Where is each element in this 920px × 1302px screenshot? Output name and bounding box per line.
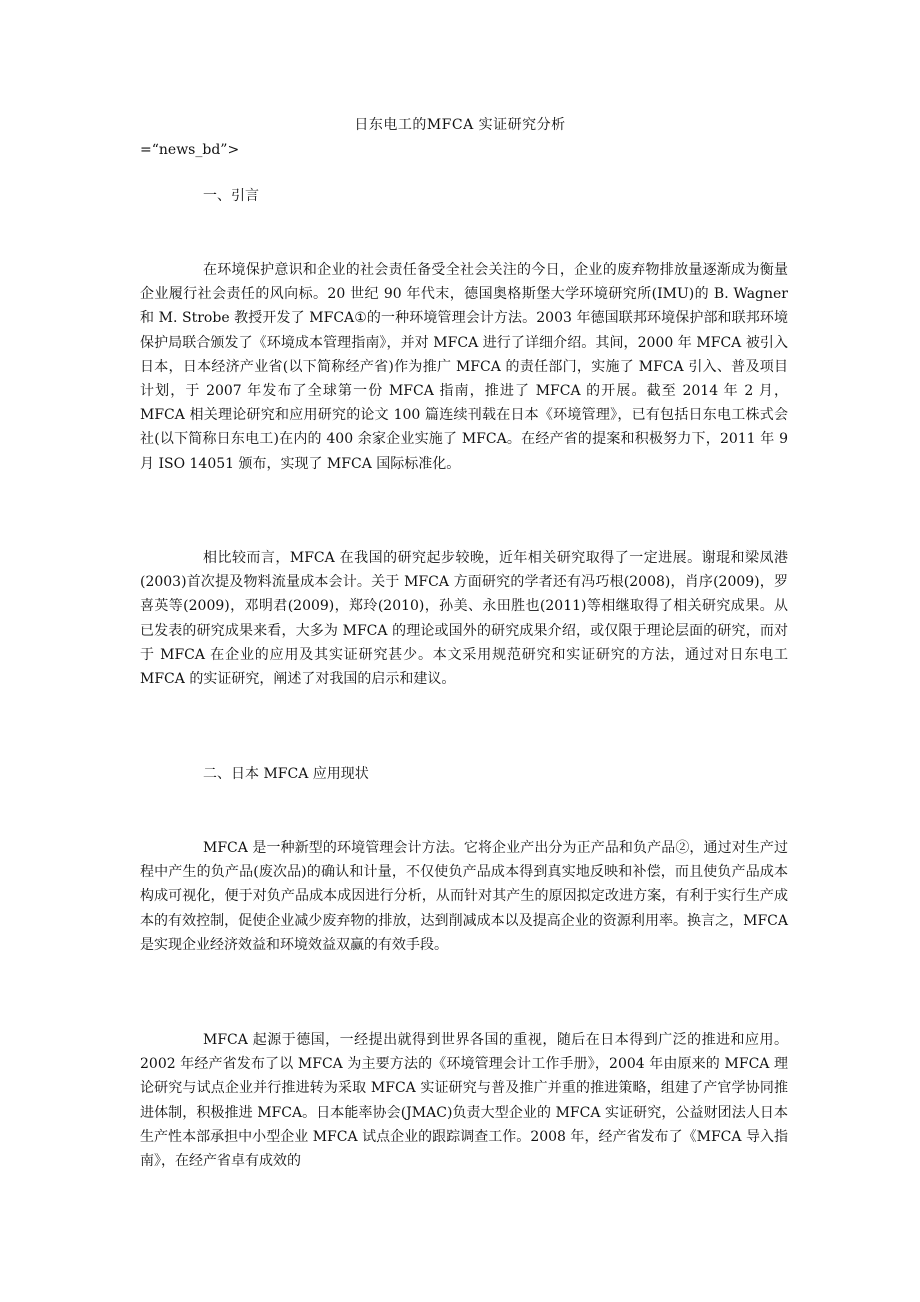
paragraph: MFCA 是一种新型的环境管理会计方法。它将企业产出分为正产品和负产品②，通过对生产过程中产生的负产品(废次品)的确认和计量，不仅使负产品成本得到真实地反映和补偿，而且使负产品成本构成可视化，便于对负产品成本成因进行分析，从而针对其产生的原因拟定改进方案，有利于实行生产成本的有效控制，促使企业减少废弃物的排放，达到削减成本以及提高企业的资源利用率。换言之，MFCA 是实现企业经济效益和环境效益双赢的有效手段。 — [140, 840, 788, 953]
html-artifact-text: =“news_bd”> — [140, 142, 240, 158]
paragraph: 在环境保护意识和企业的社会责任备受全社会关注的今日，企业的废弃物排放量逐渐成为衡量企业履行社会责任的风向标。20 世纪 90 年代末，德国奥格斯堡大学环境研究所(IMU)的 B. Wagner 和 M. Strobe 教授开发了 MFCA①的一种环境管理会计方法。2003 年德国联邦环境保护部和联邦环境保护局联合颁发了《环境成本管理指南》，并对 MFCA 进行了详细介绍。其间，2000 年 MFCA 被引入日本，日本经济产业省(以下简称经产省)作为推广 MFCA 的责任部门，实施了 MFCA 引入、普及项目计划，于 2007 年发布了全球第一份 MFCA 指南，推进了 MFCA 的开展。截至 2014 年 2 月，MFCA 相关理论研究和应用研究的论文 100 篇连续刊载在日本《环境管理》，已有包括日东电工株式会社(以下简称日东电工)在内的 400 余家企业实施了 MFCA。在经产省的提案和积极努力下，2011 年 9 月 ISO 14051 颁布，实现了 MFCA 国际标准化。 — [140, 262, 788, 472]
paragraph: 相比较而言，MFCA 在我国的研究起步较晚，近年相关研究取得了一定进展。谢琨和梁凤港(2003)首次提及物料流量成本会计。关于 MFCA 方面研究的学者还有冯巧根(2008)，肖序(2009)，罗喜英等(2009)，邓明君(2009)，郑玲(2010)，孙美、永田胜也(2011)等相继取得了相关研究成果。从已发表的研究成果来看，大多为 MFCA 的理论或国外的研究成果介绍，或仅限于理论层面的研究，而对于 MFCA 在企业的应用及其实证研究甚少。本文采用规范研究和实证研究的方法，通过对日东电工 MFCA 的实证研究，阐述了对我国的启示和建议。 — [140, 550, 788, 688]
document-title: 日东电工的MFCA 实证研究分析 — [354, 117, 566, 133]
paragraph: MFCA 起源于德国，一经提出就得到世界各国的重视，随后在日本得到广泛的推进和应用。2002 年经产省发布了以 MFCA 为主要方法的《环境管理会计工作手册》，2004 年由原来的 MFCA 理论研究与试点企业并行推进转为采取 MFCA 实证研究与普及推广并重的推进策略，组建了产官学协同推进体制，积极推进 MFCA。日本能率协会(JMAC)负责大型企业的 MFCA 实证研究，公益财团法人日本生产性本部承担中小型企业 MFCA 试点企业的跟踪调查工作。2008 年，经产省发布了《MFCA 导入指南》，在经产省卓有成效的 — [140, 1032, 788, 1170]
section-heading-japan-mfca-status: 二、日本 MFCA 应用现状 — [203, 766, 369, 782]
section-heading-introduction: 一、引言 — [203, 188, 259, 204]
